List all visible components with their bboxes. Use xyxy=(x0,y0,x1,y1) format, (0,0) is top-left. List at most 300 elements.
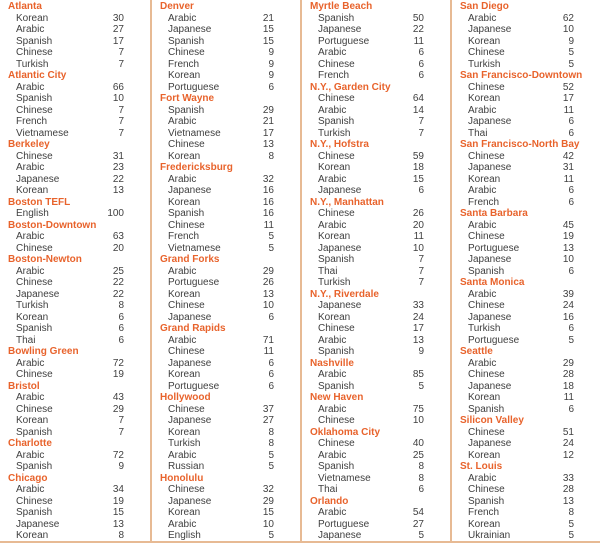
city-header: Myrtle Beach xyxy=(310,1,373,12)
language-name: Chinese xyxy=(468,150,505,162)
language-count: 8 xyxy=(118,530,124,541)
language-row xyxy=(452,36,600,48)
language-name: Arabic xyxy=(468,288,497,300)
language-count: 25 xyxy=(412,449,424,461)
language-name: Japanese xyxy=(318,242,362,254)
language-row xyxy=(302,266,450,278)
language-row xyxy=(452,254,600,266)
language-name: Korean xyxy=(168,196,201,208)
language-count: 6 xyxy=(568,196,574,208)
language-count: 6 xyxy=(418,484,424,495)
language-name: Arabic xyxy=(318,449,347,461)
language-count: 7 xyxy=(118,415,124,426)
language-name: Chinese xyxy=(318,93,355,104)
language-name: French xyxy=(168,58,200,70)
language-name: Japanese xyxy=(16,288,60,300)
language-name: Arabic xyxy=(318,219,347,231)
language-row xyxy=(152,208,300,220)
language-row xyxy=(452,128,600,140)
city-header: Boston-Newton xyxy=(8,254,82,265)
language-name: French xyxy=(318,70,350,81)
language-name: Korean xyxy=(468,392,501,403)
language-name: Spanish xyxy=(468,265,505,277)
language-row xyxy=(152,220,300,232)
language-name: Spanish xyxy=(318,116,355,127)
language-name: Spanish xyxy=(168,104,205,116)
city-header: N.Y., Manhattan xyxy=(310,196,384,208)
language-count: 42 xyxy=(562,150,574,162)
language-row xyxy=(0,289,150,301)
language-count: 34 xyxy=(112,484,124,495)
language-name: Chinese xyxy=(468,426,505,438)
language-row xyxy=(452,174,600,186)
language-count: 6 xyxy=(568,116,574,127)
language-row xyxy=(302,231,450,243)
language-row xyxy=(452,438,600,450)
language-count: 9 xyxy=(118,461,124,472)
language-count: 32 xyxy=(262,484,274,495)
language-name: Japanese xyxy=(318,185,362,196)
language-row xyxy=(452,231,600,243)
city-header: Boston TEFL xyxy=(8,196,71,208)
language-row xyxy=(452,381,600,393)
language-count: 10 xyxy=(412,415,424,426)
language-count: 20 xyxy=(112,242,124,254)
language-count: 6 xyxy=(418,58,424,70)
language-name: Arabic xyxy=(168,518,197,530)
language-count: 11 xyxy=(413,35,424,47)
city-header: Chicago xyxy=(8,472,48,484)
language-row xyxy=(452,427,600,439)
language-row xyxy=(152,438,300,450)
language-name: Korean xyxy=(16,12,49,24)
city-header: Denver xyxy=(160,1,194,12)
language-name: Arabic xyxy=(318,403,347,415)
language-count: 6 xyxy=(268,81,274,93)
language-row xyxy=(302,404,450,416)
language-count: 9 xyxy=(568,35,574,47)
language-name: Vietnamese xyxy=(168,127,221,139)
language-count: 17 xyxy=(112,35,124,47)
language-count: 7 xyxy=(418,277,424,288)
language-count: 51 xyxy=(562,426,574,438)
language-row xyxy=(0,231,150,243)
language-row xyxy=(0,358,150,370)
language-name: Spanish xyxy=(318,461,355,472)
language-count: 16 xyxy=(262,196,274,208)
language-count: 14 xyxy=(412,104,424,116)
language-count: 29 xyxy=(262,265,274,277)
language-count: 6 xyxy=(268,380,274,392)
language-name: Turkish xyxy=(468,323,501,334)
language-row xyxy=(0,507,150,519)
city-header: Grand Forks xyxy=(160,254,220,265)
language-count: 17 xyxy=(562,93,574,104)
language-name: Chinese xyxy=(16,242,53,254)
city-header: Berkeley xyxy=(8,139,50,150)
language-name: Spanish xyxy=(168,35,205,47)
city-header: N.Y., Hofstra xyxy=(310,139,369,150)
language-row xyxy=(152,312,300,324)
language-count: 10 xyxy=(262,518,274,530)
language-row xyxy=(0,369,150,381)
language-count: 33 xyxy=(562,472,574,484)
language-count: 6 xyxy=(418,47,424,58)
language-name: Ukrainian xyxy=(468,530,511,541)
language-count: 22 xyxy=(112,173,124,185)
language-count: 16 xyxy=(562,311,574,323)
language-row xyxy=(0,151,150,163)
language-row xyxy=(302,473,450,485)
language-row xyxy=(302,162,450,174)
language-count: 7 xyxy=(418,254,424,265)
language-row xyxy=(452,266,600,278)
language-name: Arabic xyxy=(16,231,45,242)
language-row xyxy=(0,277,150,289)
city-header: Oklahoma City xyxy=(310,426,381,438)
language-row xyxy=(302,93,450,105)
language-count: 22 xyxy=(412,24,424,35)
language-row xyxy=(452,358,600,370)
language-count: 10 xyxy=(562,24,574,35)
language-count: 72 xyxy=(112,357,124,369)
language-name: Korean xyxy=(16,185,49,196)
language-row xyxy=(152,174,300,186)
language-count: 16 xyxy=(262,208,274,219)
language-name: Chinese xyxy=(168,403,205,415)
language-row xyxy=(0,116,150,128)
language-row xyxy=(302,415,450,427)
language-count: 27 xyxy=(112,24,124,35)
language-row xyxy=(452,105,600,117)
language-count: 29 xyxy=(262,104,274,116)
language-row xyxy=(302,243,450,255)
language-count: 26 xyxy=(412,208,424,219)
language-name: Japanese xyxy=(468,380,512,392)
language-name: Chinese xyxy=(16,495,53,507)
language-count: 7 xyxy=(118,58,124,70)
language-count: 15 xyxy=(262,35,274,47)
language-row xyxy=(452,392,600,404)
language-name: Chinese xyxy=(318,208,355,219)
language-name: Korean xyxy=(318,311,351,323)
language-count: 9 xyxy=(268,70,274,81)
language-count: 18 xyxy=(412,162,424,173)
language-name: Portuguese xyxy=(168,277,220,288)
language-row xyxy=(0,174,150,186)
column-1 xyxy=(0,0,150,541)
language-name: Arabic xyxy=(468,12,497,24)
city-header: San Francisco-North Bay xyxy=(460,139,580,150)
city-header: Seattle xyxy=(460,346,493,357)
city-header: N.Y., Riverdale xyxy=(310,288,379,300)
language-row xyxy=(452,93,600,105)
language-count: 45 xyxy=(562,219,574,231)
language-row xyxy=(0,105,150,117)
language-name: Portuguese xyxy=(318,35,370,47)
language-count: 5 xyxy=(568,530,574,541)
language-name: French xyxy=(468,196,500,208)
language-count: 10 xyxy=(412,242,424,254)
language-row xyxy=(152,300,300,312)
language-name: Chinese xyxy=(168,47,205,58)
language-count: 13 xyxy=(562,242,574,254)
language-name: Portuguese xyxy=(168,81,220,93)
language-row xyxy=(302,277,450,289)
language-row xyxy=(152,427,300,439)
language-count: 15 xyxy=(262,24,274,35)
language-count: 10 xyxy=(562,254,574,265)
language-name: Chinese xyxy=(16,104,53,116)
language-row xyxy=(452,197,600,209)
language-row xyxy=(302,36,450,48)
language-name: Turkish xyxy=(318,277,351,288)
language-name: Vietnamese xyxy=(168,242,221,254)
language-row xyxy=(152,59,300,71)
language-row xyxy=(152,116,300,128)
language-row xyxy=(302,59,450,71)
language-count: 6 xyxy=(418,185,424,196)
language-name: Spanish xyxy=(16,323,53,334)
language-count: 32 xyxy=(262,173,274,185)
column-3 xyxy=(300,0,450,541)
language-name: Chinese xyxy=(468,369,505,380)
language-name: Arabic xyxy=(468,357,497,369)
language-row xyxy=(0,323,150,335)
language-name: Arabic xyxy=(318,334,347,346)
language-count: 13 xyxy=(112,185,124,196)
language-count: 5 xyxy=(268,449,274,461)
language-row xyxy=(302,530,450,541)
language-row xyxy=(452,312,600,324)
language-row xyxy=(302,174,450,186)
language-name: Arabic xyxy=(468,472,497,484)
language-row xyxy=(152,277,300,289)
language-row xyxy=(0,312,150,324)
language-count: 5 xyxy=(418,530,424,541)
city-header: Santa Barbara xyxy=(460,208,528,219)
language-name: Spanish xyxy=(16,461,53,472)
language-count: 6 xyxy=(118,334,124,346)
language-name: French xyxy=(16,116,48,127)
language-row xyxy=(0,519,150,531)
language-row xyxy=(152,139,300,151)
language-name: Japanese xyxy=(168,357,212,369)
language-row xyxy=(302,151,450,163)
language-count: 31 xyxy=(562,162,574,173)
language-row xyxy=(0,450,150,462)
language-count: 28 xyxy=(562,484,574,495)
language-count: 6 xyxy=(268,369,274,380)
language-name: Chinese xyxy=(468,300,505,311)
language-count: 6 xyxy=(418,70,424,81)
language-name: Spanish xyxy=(16,426,53,438)
language-count: 40 xyxy=(412,438,424,449)
language-name: Arabic xyxy=(168,449,197,461)
language-count: 6 xyxy=(568,403,574,415)
language-name: Japanese xyxy=(168,415,212,426)
language-count: 7 xyxy=(418,265,424,277)
language-row xyxy=(152,105,300,117)
language-count: 5 xyxy=(268,530,274,541)
language-row xyxy=(302,312,450,324)
language-count: 5 xyxy=(268,461,274,472)
language-name: Spanish xyxy=(16,93,53,104)
city-header: Santa Monica xyxy=(460,277,525,288)
language-name: French xyxy=(468,507,500,518)
language-row xyxy=(152,496,300,508)
language-name: Turkish xyxy=(318,127,351,139)
language-name: Japanese xyxy=(468,162,512,173)
language-row xyxy=(452,484,600,496)
language-row xyxy=(152,415,300,427)
language-count: 8 xyxy=(568,507,574,518)
language-row xyxy=(152,197,300,209)
language-row xyxy=(302,47,450,59)
language-row xyxy=(452,289,600,301)
language-name: Arabic xyxy=(168,265,197,277)
language-row xyxy=(302,208,450,220)
language-row xyxy=(0,82,150,94)
language-count: 5 xyxy=(568,518,574,530)
language-count: 11 xyxy=(413,231,424,242)
language-count: 18 xyxy=(562,380,574,392)
language-name: Japanese xyxy=(318,530,362,541)
language-name: Chinese xyxy=(168,346,205,357)
language-count: 59 xyxy=(412,150,424,162)
language-row xyxy=(302,116,450,128)
language-name: Turkish xyxy=(168,438,201,449)
language-row xyxy=(452,59,600,71)
language-count: 16 xyxy=(262,185,274,196)
language-name: Korean xyxy=(468,93,501,104)
language-name: Chinese xyxy=(468,231,505,242)
language-row xyxy=(452,116,600,128)
language-row xyxy=(152,369,300,381)
language-name: Japanese xyxy=(168,185,212,196)
language-name: Japanese xyxy=(168,311,212,323)
language-name: Korean xyxy=(16,530,49,541)
language-row xyxy=(152,346,300,358)
language-row xyxy=(302,461,450,473)
language-row xyxy=(302,254,450,266)
language-name: Chinese xyxy=(318,150,355,162)
language-count: 19 xyxy=(562,231,574,242)
language-count: 9 xyxy=(268,58,274,70)
language-count: 22 xyxy=(112,277,124,288)
language-name: Arabic xyxy=(16,484,45,495)
language-count: 17 xyxy=(262,127,274,139)
language-row xyxy=(452,507,600,519)
language-count: 33 xyxy=(412,300,424,311)
language-count: 21 xyxy=(262,12,274,24)
language-name: Spanish xyxy=(168,208,205,219)
language-count: 6 xyxy=(268,311,274,323)
language-count: 21 xyxy=(262,116,274,127)
language-row xyxy=(152,381,300,393)
language-name: Chinese xyxy=(468,47,505,58)
language-row xyxy=(0,162,150,174)
language-count: 23 xyxy=(112,162,124,173)
language-name: Vietnamese xyxy=(16,127,69,139)
city-header: Bristol xyxy=(8,380,40,392)
city-header: Grand Rapids xyxy=(160,323,226,334)
language-count: 7 xyxy=(118,47,124,58)
language-name: Japanese xyxy=(318,24,362,35)
language-name: Chinese xyxy=(16,277,53,288)
language-name: Spanish xyxy=(16,35,53,47)
language-count: 7 xyxy=(118,104,124,116)
language-name: French xyxy=(168,231,200,242)
language-name: Spanish xyxy=(318,380,355,392)
language-name: Spanish xyxy=(318,254,355,265)
language-name: Japanese xyxy=(16,518,60,530)
language-count: 85 xyxy=(412,369,424,380)
language-name: Turkish xyxy=(468,58,501,70)
language-name: Arabic xyxy=(318,369,347,380)
language-row xyxy=(302,13,450,25)
language-name: Korean xyxy=(318,231,351,242)
language-row xyxy=(152,47,300,59)
language-name: Portuguese xyxy=(318,518,370,530)
language-name: Arabic xyxy=(16,265,45,277)
language-name: Arabic xyxy=(468,185,497,196)
language-row xyxy=(452,243,600,255)
language-row xyxy=(452,47,600,59)
language-name: Arabic xyxy=(318,104,347,116)
language-row xyxy=(302,369,450,381)
language-name: Arabic xyxy=(468,219,497,231)
language-row xyxy=(452,13,600,25)
language-row xyxy=(0,415,150,427)
city-header: New Haven xyxy=(310,392,364,403)
language-row xyxy=(152,36,300,48)
language-row xyxy=(0,59,150,71)
language-name: Arabic xyxy=(16,449,45,461)
city-header: Atlantic City xyxy=(8,70,67,81)
language-row xyxy=(452,530,600,541)
language-name: Portuguese xyxy=(168,380,220,392)
language-name: Chinese xyxy=(168,219,205,231)
language-count: 6 xyxy=(568,185,574,196)
language-count: 7 xyxy=(418,127,424,139)
city-header: San Francisco-Downtown xyxy=(460,70,583,81)
language-count: 8 xyxy=(118,300,124,311)
language-row xyxy=(152,358,300,370)
language-name: Chinese xyxy=(318,58,355,70)
language-name: Arabic xyxy=(16,81,45,93)
language-row xyxy=(0,530,150,541)
language-row xyxy=(452,450,600,462)
language-row xyxy=(152,82,300,94)
language-row xyxy=(302,128,450,140)
city-header: N.Y., Garden City xyxy=(310,81,391,93)
language-count: 7 xyxy=(118,426,124,438)
language-count: 13 xyxy=(562,495,574,507)
language-count: 30 xyxy=(112,12,124,24)
column-2 xyxy=(150,0,300,541)
language-row xyxy=(0,24,150,36)
city-header: Boston-Downtown xyxy=(8,219,97,231)
language-row xyxy=(0,392,150,404)
language-row xyxy=(0,300,150,312)
language-count: 15 xyxy=(412,173,424,185)
language-name: Chinese xyxy=(318,438,355,449)
language-name: Arabic xyxy=(16,392,45,403)
language-name: Spanish xyxy=(16,507,53,518)
language-count: 27 xyxy=(412,518,424,530)
city-header: Hollywood xyxy=(160,392,211,403)
